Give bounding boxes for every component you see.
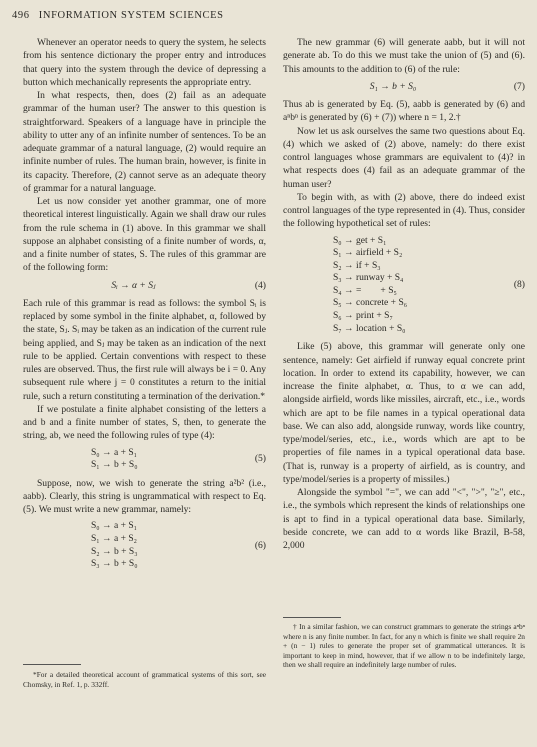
equation-line: S₂ → b + S₃: [91, 545, 138, 557]
equation-line: S₀ → get + S₁: [333, 234, 387, 246]
paragraph: Suppose, now, we wish to generate the string a²b² (i.e., aabb). Clearly, this string is ungrammatical with respect to Eq. (5). We must write a new grammar, namely:: [23, 477, 266, 516]
equation-line: S₅ → concrete + S₆: [333, 297, 408, 309]
equation-lines: [23, 520, 244, 570]
running-title: INFORMATION SYSTEM SCIENCES: [38, 10, 224, 21]
paragraph: If we postulate a finite alphabet consisting of the letters a and b and a finite number of states, S, then, to generate the string, ab, we need the following rules of type (4):: [23, 403, 266, 442]
equation-line: S₃ → runway + S₄: [333, 272, 404, 284]
paragraph: Now let us ask ourselves the same two questions about Eq. (4) which we asked of (2) above, namely: do there exist control languages whose grammars are equivalent to (4)? in what respects does (4) fail as an adequate grammar of the human user?: [283, 125, 525, 190]
footnote-right: [283, 622, 525, 670]
equation-number: (5): [254, 453, 266, 465]
left-column: [23, 36, 266, 576]
equation-4: [23, 279, 266, 292]
paragraph: Alongside the symbol "=", we can add "<", ">", "≥", etc., i.e., the symbols which represent the kinds of relationships one is apt to find in a typical operational data base. Similarly, beside concrete, we can add to α words like Brazil, B-58, 2,000: [283, 487, 525, 551]
equation-body: S₁ → b + S₀: [369, 80, 417, 92]
equation-number: (4): [254, 279, 266, 291]
equation-line: S₂ → if + S₃: [333, 259, 381, 271]
equation-lines: [23, 447, 244, 472]
equation-line: S₃ → b + S₀: [91, 558, 138, 570]
equation-line: S₀ → a + S₁: [91, 520, 137, 532]
page-number: 496: [12, 10, 30, 21]
equation-line: S₄ → = + S₅: [333, 284, 397, 296]
paragraph: Let us now consider yet another grammar, one of more theoretical interest linguistically. Again we shall draw our rules from the rule schema in (1) above. In this grammar we shall suppose an alphabet consisting of a finite number of words, α, and a finite number of states, S. The rules of this grammar are of the following form:: [23, 196, 266, 274]
equation-5: [23, 447, 266, 472]
equation-line: S₁ → airfield + S₂: [333, 247, 403, 259]
equation-line: S₁ → b + S₀: [91, 459, 138, 471]
footnote-text: † In a similar fashion, we can construct grammars to generate the strings aⁿbⁿ where n is any finite number. In fact, for any n which is finite we shall require 2n + (n − 1) rules to generate the proper set of grammatical utterances. It is important to keep in mind, however, that if we allow n to be indefinitely large, then we shall require an indefinitely large number of rules.: [283, 622, 525, 670]
equation-8: [283, 235, 525, 336]
paragraph: Thus ab is generated by Eq. (5), aabb is generated by (6) and aⁿbⁿ is generated by (6) + (7)) where n = 1, 2.†: [283, 99, 525, 124]
equation-6: [23, 520, 266, 570]
footnote-rule: [283, 617, 341, 618]
paragraph: Like (5) above, this grammar will generate only one sentence, namely: Get airfield if runway equal concrete print location. In order to extend its capability, however, we can increase the finite alphabet, α. Thus, to α we can add, alongside airfield, words like missiles, aircraft, etc., i.e., words which are apt to be file names in a typical operational data base. We can also add, alongside runway, words like country, type/model/series, etc., i.e., words which are apt to be properties of file names in a typical operational data base. (That is, runway is a property of airfield, as is country, and type/model/series is a property of missiles.): [283, 341, 525, 485]
equation-line: S₆ → print + S₇: [333, 310, 393, 322]
equation-number: (7): [513, 80, 525, 92]
paragraph: To begin with, as with (2) above, there do indeed exist control languages of the type represented in (4). Thus, consider the following hypothetical set of rules:: [283, 191, 525, 230]
equation-body: Sᵢ → α + Sⱼ: [111, 279, 156, 291]
equation-number: (6): [254, 540, 266, 551]
running-header: [12, 10, 224, 21]
footnote-text: *For a detailed theoretical account of grammatical systems of this sort, see Chomsky, in Ref. 1, p. 332ff.: [23, 670, 266, 689]
paragraph: Each rule of this grammar is read as follows: the symbol Sᵢ is replaced by some symbol in the finite alphabet, α, followed by the state, Sⱼ. Sᵢ may be taken as an indication of the current rule being applied, and Sⱼ may be taken as an indication of the next rule to be applied. Certain conventions with respect to these rules are observed. Thus, the first rule will always be i = 0. Any subsequent rule where j = 0 constitutes a return to the initial rule, such a return constituting a termination of the derivation.*: [23, 297, 266, 402]
equation-line: S₀ → a + S₁: [91, 446, 137, 458]
right-column: [283, 36, 525, 552]
equation-line: S₁ → a + S₂: [91, 533, 137, 545]
footnote-left: [23, 670, 266, 689]
paragraph: In what respects, then, does (2) fail as an adequate grammar of the human user? The answer to this question is straightforward. Speakers of a language have in principle the ability to utter any of an infinite number of sentences. To be an adequate grammar of a natural language, (2) would require an infinite number of rules. The human brain, however, is finite in its capacity. Therefore, (2) cannot serve as an adequate theory of grammar for a natural language.: [23, 90, 266, 194]
paragraph: Whenever an operator needs to query the system, he selects from his sentence dictionary the proper entry and introduces that query into the system through the device of depressing a button which mechanically represents the appropriate entry.: [23, 37, 266, 88]
equation-7: [283, 80, 525, 93]
footnote-rule: [23, 664, 81, 665]
equation-line: S₇ → location + S₀: [333, 322, 406, 334]
equation-number: (8): [513, 279, 525, 291]
equation-lines: [283, 235, 503, 336]
paragraph: The new grammar (6) will generate aabb, but it will not generate ab. To do this we must take the union of (5) and (6). This amounts to the addition to (6) of the rule:: [283, 37, 525, 75]
